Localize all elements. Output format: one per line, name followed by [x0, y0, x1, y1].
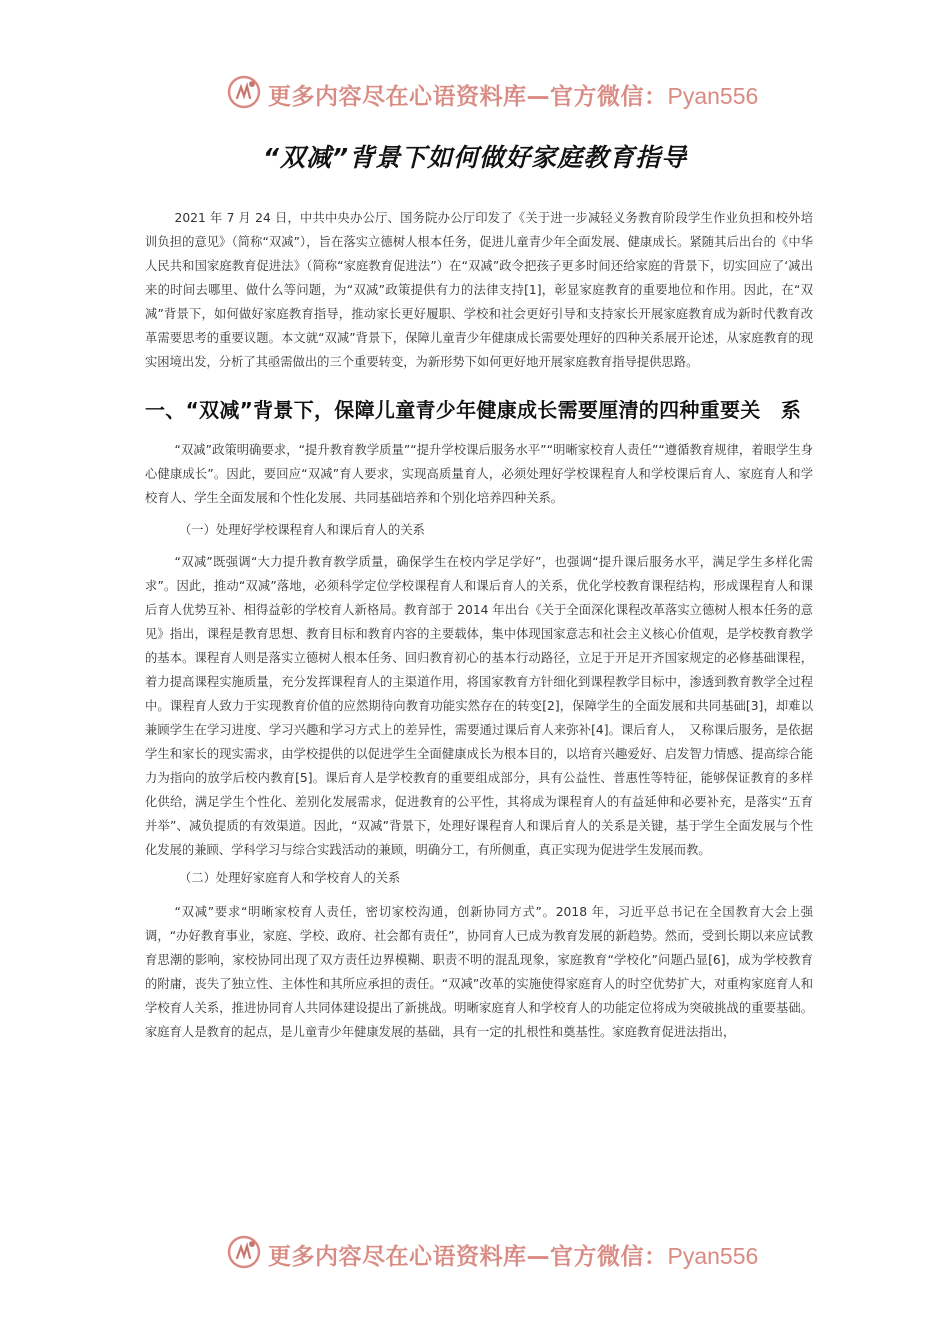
subheading-2: （二）处理好家庭育人和学校育人的关系 [179, 871, 401, 885]
wechat-id: Pyan556 [667, 83, 759, 109]
banner-text [268, 1238, 758, 1271]
subheading-1: （一）处理好学校课程育人和课后育人的关系 [179, 523, 425, 537]
banner-text [268, 78, 758, 111]
section-heading-1: 一、“双减”背景下，保障儿童青少年健康成长需要厘清的四种重要关 系 [145, 398, 802, 422]
subsection-2-paragraph: “双减”要求“明晰家校育人责任，密切家校沟通，创新协同方式”。2018 年，习近平总书记在全国教育大会上强调，“办好教育事业，家庭、学校、政府、社会都有责任”，协同育人已成为教育发展的新趋势。然而，受到长期以来应试教育思潮的影响，家校协同出现了双方责任边界模糊、职责不明的混乱现象，家庭教育“学校化”问题凸显[6]，成为学校教育的附庸，丧失了独立性、主体性和其所应承担的责任。“双减”改革的实施使得家庭育人的时空优势扩大，对重构家庭育人和学校育人关系，推进协同育人共同体建设提出了新挑战。明晰家庭育人和学校育人的功能定位将成为突破挑战的重要基础。家庭育人是教育的起点，是儿童青少年健康发展的基础，具有一定的扎根性和奠基性。家庭教育促进法指出， [145, 905, 813, 1039]
banner-label: 更多内容尽在心语资料库—官方微信： [268, 1244, 668, 1270]
document-title: “双减”背景下如何做好家庭教育指导 [262, 143, 688, 172]
wechat-id: Pyan556 [667, 1243, 759, 1269]
hand-logo-icon [226, 1234, 262, 1270]
intro-paragraph: 2021 年 7 月 24 日，中共中央办公厅、国务院办公厅印发了《关于进一步减轻义务教育阶段学生作业负担和校外培训负担的意见》（简称“双减”），旨在落实立德树人根本任务，促进儿童青少年全面发展、健康成长。紧随其后出台的《中华人民共和国家庭教育促进法》（简称“家庭教育促进法”）在“双减”政令把孩子更多时间还给家庭的背景下，切实回应了‘减出来的时间去哪里、做什么等问题，为“双减”政策提供有力的法律支持[1]，彰显家庭教育的重要地位和作用。因此，在“双减”背景下，如何做好家庭教育指导，推动家长更好履职、学校和社会更好引导和支持家长开展家庭教育成为新时代教育改革需要思考的重要议题。本文就“双减”背景下，保障儿童青少年健康成长需要处理好的四种关系展开论述，从家庭教育的现实困境出发，分析了其亟需做出的三个重要转变，为新形势下如何更好地开展家庭教育指导提供思路。 [145, 211, 813, 369]
section-1-paragraph: “双减”政策明确要求，“提升教育教学质量”“提升学校课后服务水平”“明晰家校育人责任”“遵循教育规律，着眼学生身心健康成长”。因此，要回应“双减”育人要求，实现高质量育人，必须处理好学校课程育人和学校课后育人、家庭育人和学校育人、学生全面发展和个性化发展、共同基础培养和个别化培养四种关系。 [145, 443, 813, 505]
subsection-1-paragraph: “双减”既强调“大力提升教育教学质量，确保学生在校内学足学好”，也强调“提升课后服务水平，满足学生多样化需求”。因此，推动“双减”落地，必须科学定位学校课程育人和课后育人的关系，优化学校教育课程结构，形成课程育人和课后育人优势互补、相得益彰的学校育人新格局。教育部于 2014 年出台《关于全面深化课程改革落实立德树人根本任务的意见》指出，课程是教育思想、教育目标和教育内容的主要载体，集中体现国家意志和社会主义核心价值观，是学校教育教学的基本。课程育人则是落实立德树人根本任务、回归教育初心的基本行动路径，立足于开足开齐国家规定的必修基础课程，着力提高课程实施质量，充分发挥课程育人的主渠道作用，将国家教育方针细化到课程教学目标中，渗透到教育教学全过程中。课程育人致力于实现教育价值的应然期待向教育功能实然存在的转变[2]，保障学生的全面发展和共同基础[3]，却难以兼顾学生在学习进度、学习兴趣和学习方式上的差异性，需要通过课后育人来弥补[4]。课后育人， 又称课后服务，是依据学生和家长的现实需求，由学校提供的以促进学生全面健康成长为根本目的，以培育兴趣爱好、启发智力情感、提高综合能力为指向的放学后校内教育[5]。课后育人是学校教育的重要组成部分，具有公益性、普惠性等特征，能够保证教育的多样化供给，满足学生个性化、差别化发展需求，促进教育的公平性，其将成为课程育人的有益延伸和必要补充，是落实“五育并举”、减负提质的有效渠道。因此，“双减”背景下，处理好课程育人和课后育人的关系是关键，基于学生全面发展与个性化发展的兼顾、学科学习与综合实践活动的兼顾，明确分工，有所侧重，真正实现为促进学生发展而教。 [145, 555, 813, 857]
top-banner [0, 68, 950, 116]
bottom-banner [0, 1228, 950, 1276]
banner-label: 更多内容尽在心语资料库—官方微信： [268, 84, 668, 110]
hand-logo-icon [226, 74, 262, 110]
